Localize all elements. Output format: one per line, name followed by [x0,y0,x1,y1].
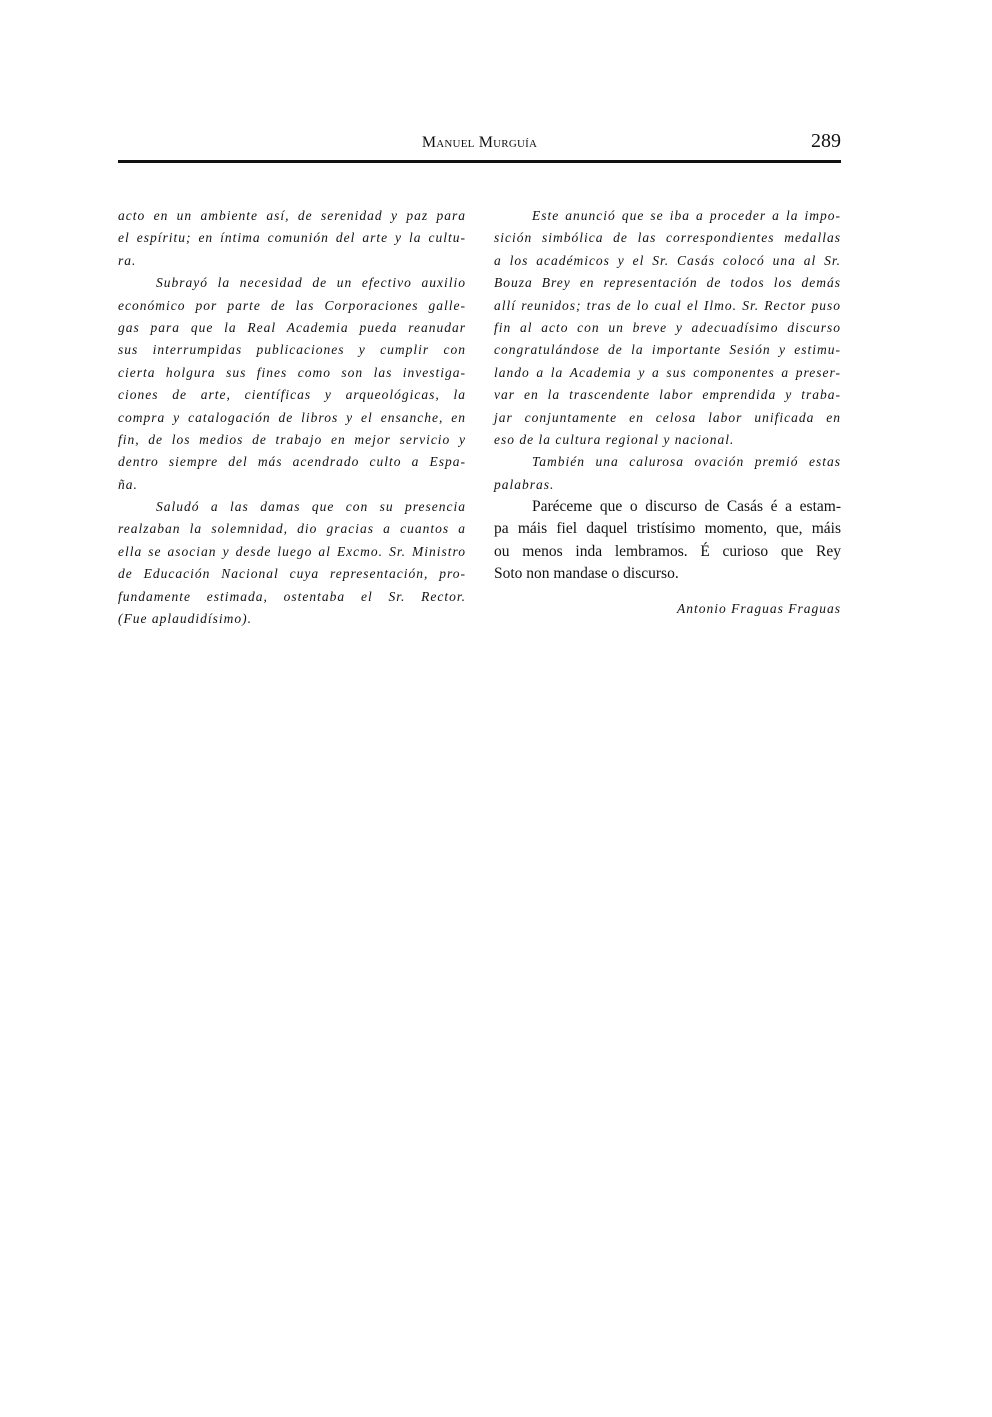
text-line: cierta holgura sus fines como son las investiga- [118,364,466,380]
text-line: ña. [118,476,138,492]
paragraph [494,496,841,586]
page-header [118,130,841,158]
text-line: palabras. [494,476,555,492]
page-number: 289 [811,130,841,152]
text-line: sus interrumpidas publicaciones y cumplir con [118,342,466,358]
paragraph [494,451,841,496]
author-signature: Antonio Fraguas Fraguas [676,600,841,616]
text-line: var en la trascendente labor emprendida y traba- [494,387,841,403]
text-line: compra y catalogación de libros y el ensanche, en [118,409,466,425]
text-line: Paréceme que o discurso de Casás é a estam- [532,498,841,516]
text-line: de Educación Nacional cuya representación, pro- [118,566,466,582]
text-line: eso de la cultura regional y nacional. [494,431,735,447]
text-line: (Fue aplaudidísimo). [118,611,252,627]
text-line: dentro siempre del más acendrado culto a Espa- [118,454,466,470]
text-line: sición simbólica de las correspondientes medallas [494,230,841,246]
left-column [118,205,466,630]
text-line: acto en un ambiente así, de serenidad y paz para [118,208,466,223]
text-line: allí reunidos; tras de lo cual el Ilmo. Sr. Rector puso [494,297,841,313]
text-line: Subrayó la necesidad de un efectivo auxilio [156,275,466,291]
text-line: realzaban la solemnidad, dio gracias a cuantos a [118,521,466,537]
text-line: ou menos inda lembramos. É curioso que Rey [494,542,841,560]
text-line: pa máis fiel daquel tristísimo momento, que, máis [494,520,841,538]
paragraph [494,205,841,451]
text-line: También una calurosa ovación premió estas [532,454,841,470]
text-line: fin, de los medios de trabajo en mejor servicio y [118,431,466,447]
text-line: gas para que la Real Academia pueda reanudar [118,319,466,335]
spacer [494,586,841,598]
text-line: lando a la Academia y a sus componentes a preser- [494,364,841,380]
text-line: Este anunció que se iba a proceder a la impo- [532,208,841,223]
text-line: ra. [118,252,137,268]
text-line: Bouza Brey en representación de todos los demás [494,275,841,291]
text-line: Saludó a las damas que con su presencia [156,499,466,515]
text-line: a los académicos y el Sr. Casás colocó una al Sr. [494,252,841,268]
text-line: congratulándose de la importante Sesión y estimu- [494,342,841,358]
text-line: económico por parte de las Corporaciones galle- [118,297,466,313]
paragraph [118,205,466,272]
text-line: el espíritu; en íntima comunión del arte y la cultu- [118,230,466,246]
paragraph [118,496,466,630]
text-line: ciones de arte, científicas y arqueológicas, la [118,387,466,403]
text-line: Soto non mandase o discurso. [494,565,679,583]
paragraph [118,272,466,496]
header-rule [118,160,841,163]
text-line: fin al acto con un breve y adecuadísimo discurso [494,319,841,335]
text-line: jar conjuntamente en celosa labor unificada en [494,409,841,425]
running-title: Manuel Murguía [421,134,538,151]
right-column [494,205,841,620]
text-line: fundamente estimada, ostentaba el Sr. Rector. [118,588,466,604]
text-line: ella se asocian y desde luego al Excmo. Sr. Ministro [118,543,466,559]
